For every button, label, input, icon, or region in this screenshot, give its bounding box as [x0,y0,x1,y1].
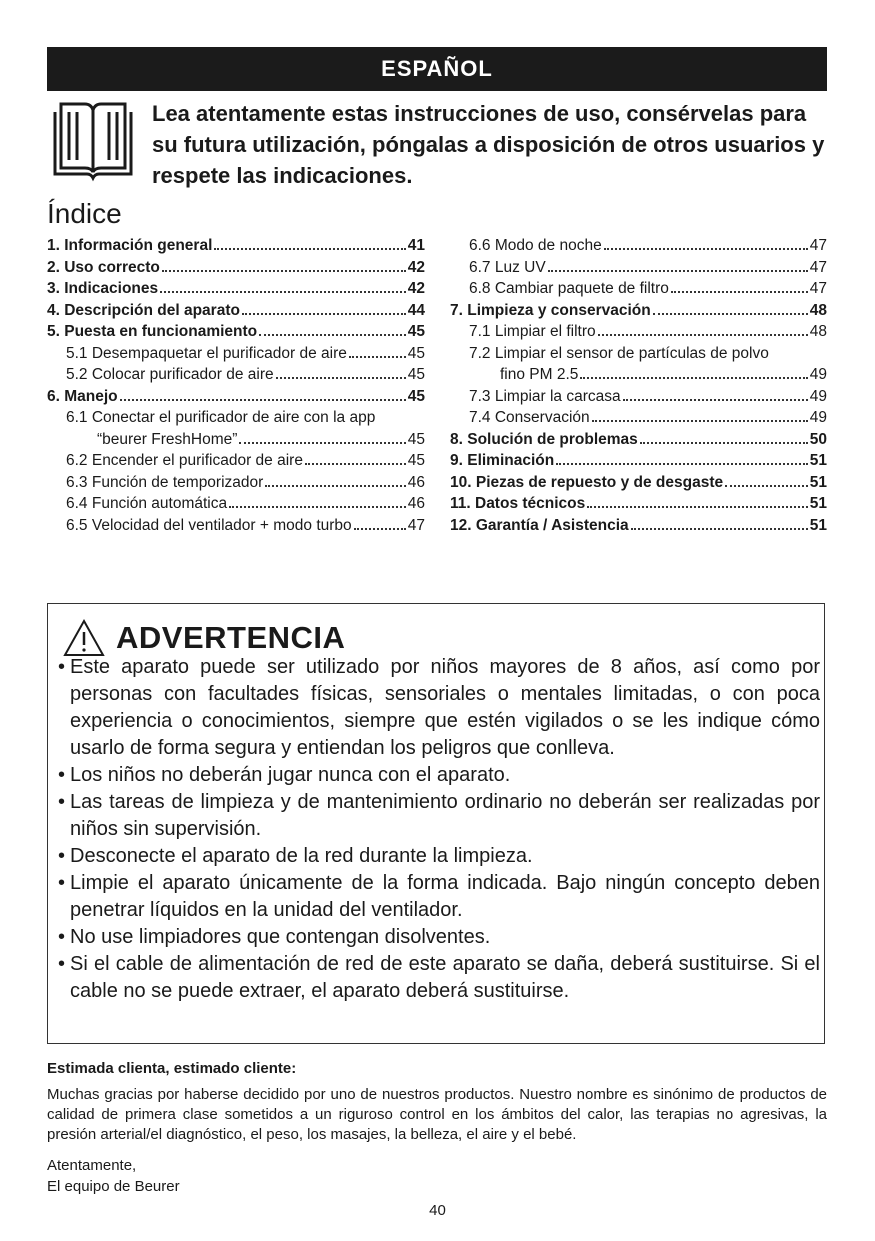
toc-entry-label: 6.7 Luz UV [469,258,546,276]
toc-leader-dots [640,442,808,444]
toc-leader-dots [598,334,808,336]
toc-entry-label: 7.2 Limpiar el sensor de partículas de polvo [469,344,769,362]
intro-text: Lea atentamente estas instrucciones de uso, consérvelas para su futura utilización, póngalas a disposición de otros usuarios y respete las indicaciones. [152,101,825,188]
toc-entry-label: “beurer FreshHome” [97,430,238,448]
toc-entry-label: 3. Indicaciones [47,280,159,297]
toc-entry-label: 5. Puesta en funcionamiento [47,323,258,340]
toc-entry-page: 45 [407,344,425,362]
toc-entry-label: 4. Descripción del aparato [47,301,240,319]
toc-entry-label: 6.8 Cambiar paquete de filtro [469,280,669,297]
toc-entry [450,366,827,388]
warning-item: • No use limpiadores que contengan disolventes. [58,924,820,951]
toc-entry-page: 51 [809,452,827,469]
toc-leader-dots [265,485,405,487]
toc-entry-page: 42 [407,280,425,297]
toc-entry [47,345,425,367]
toc-entry [47,237,425,259]
toc-entry-label: 6.5 Velocidad del ventilador + modo turbo [66,516,352,534]
language-banner [47,47,827,91]
toc-entry-page: 51 [809,473,827,491]
toc-entry [47,323,425,345]
toc-entry [47,388,425,410]
toc-leader-dots [592,420,808,422]
warning-item: • Limpie el aparato únicamente de la forma indicada. Bajo ningún concepto deben penetrar líquidos en la unidad del ventilador. [58,870,820,924]
toc-entry-page: 47 [809,280,827,297]
toc-entry [47,474,425,496]
letter-signature: El equipo de Beurer [47,1178,180,1195]
toc-entry-label: 6.6 Modo de noche [469,237,602,254]
toc-entry-page: 51 [809,516,827,534]
toc-leader-dots [120,399,406,401]
toc-entry [450,302,827,324]
toc-entry [47,366,425,388]
toc-entry-label: 6.4 Función automática [66,495,228,512]
toc-entry-page: 45 [407,387,425,405]
toc-leader-dots [548,270,808,272]
page-number: 40 [429,1202,446,1219]
toc-entry-label: 6.2 Encender el purificador de aire [66,452,303,469]
toc-entry [450,323,827,345]
toc-leader-dots [305,463,406,465]
letter-greeting: Estimada clienta, estimado cliente: [47,1060,297,1077]
toc-entry-label: 1. Información general [47,237,213,254]
toc-leader-dots [160,291,406,293]
toc-entry-label: 7.3 Limpiar la carcasa [469,387,621,405]
book-icon [47,98,139,182]
toc-entry-label: 5.1 Desempaquetar el purificador de aire [66,344,347,362]
toc-entry-page: 45 [407,430,425,448]
toc-entry [450,452,827,474]
toc-entry-page: 47 [809,237,827,254]
toc-leader-dots [623,399,808,401]
toc-entry-page: 42 [407,258,425,276]
toc-entry [47,517,425,539]
toc-entry-page: 51 [809,495,827,512]
toc-leader-dots [349,356,406,358]
toc-entry-label: 9. Eliminación [450,452,555,469]
toc-leader-dots [276,377,406,379]
toc-entry-label: 7.4 Conservación [469,409,590,426]
toc-entry-page: 48 [809,323,827,340]
toc-entry-page: 45 [407,452,425,469]
toc-leader-dots [556,463,808,465]
toc-entry-page: 47 [407,516,425,534]
toc-leader-dots [580,377,807,379]
toc-entry-page: 48 [809,301,827,319]
toc-entry-label: 12. Garantía / Asistencia [450,516,629,534]
toc-entry [450,431,827,453]
toc-leader-dots [354,528,406,530]
toc-leader-dots [239,442,405,444]
toc-entry-page: 46 [407,495,425,512]
toc-entry [47,302,425,324]
toc-leader-dots [162,270,406,272]
toc-leader-dots [587,506,807,508]
toc-entry-page: 46 [407,473,425,491]
toc-leader-dots [725,485,808,487]
toc-entry [450,517,827,539]
warning-item: • Este aparato puede ser utilizado por niños mayores de 8 años, así como por personas con facultades físicas, sensoriales o mentales limitadas, o con poca experiencia o conocimientos, siempre que estén vigilados o se les indique cómo usarlo de forma segura y entiendan los peligros que conlleva. [58,654,820,762]
toc-entry [47,409,425,431]
toc-leader-dots [671,291,808,293]
toc-entry-page: 41 [407,237,425,254]
toc-entry [47,431,425,453]
warning-triangle-icon [62,618,106,658]
toc-entry-label: 6. Manejo [47,387,118,405]
toc-entry-label: 11. Datos técnicos [450,495,586,512]
toc-entry-label: 10. Piezas de repuesto y de desgaste [450,473,724,491]
toc-entry-page: 45 [407,323,425,340]
warning-item: • Los niños no deberán jugar nunca con el aparato. [58,762,820,789]
toc-entry-page: 49 [809,366,827,383]
warning-item: • Las tareas de limpieza y de mantenimiento ordinario no deberán ser realizadas por niños sin supervisión. [58,789,820,843]
toc-leader-dots [604,248,808,250]
toc-leader-dots [214,248,405,250]
toc-entry-label: 6.1 Conectar el purificador de aire con la app [66,409,376,426]
toc-leader-dots [631,528,808,530]
toc-entry [450,259,827,281]
toc-leader-dots [259,334,406,336]
toc-entry-label: 6.3 Función de temporizador [66,473,264,491]
toc-left-column [47,237,425,538]
warning-header [62,618,345,658]
toc-entry-label: 2. Uso correcto [47,258,160,276]
language-label: ESPAÑOL [381,56,493,81]
warning-title: ADVERTENCIA [116,620,346,655]
toc-right-column [450,237,827,538]
toc-entry-label: 7. Limpieza y conservación [450,301,651,319]
warning-list [58,654,820,1005]
toc-entry-label: 7.1 Limpiar el filtro [469,323,596,340]
toc-entry-page: 44 [407,301,425,319]
toc-leader-dots [653,313,808,315]
toc-entry-label: fino PM 2.5 [500,366,579,383]
letter-closing: Atentamente, [47,1157,137,1174]
toc-entry [47,452,425,474]
toc-entry-page: 47 [809,258,827,276]
toc-entry-page: 45 [407,366,425,383]
toc-entry-page: 49 [809,387,827,405]
warning-item: • Desconecte el aparato de la red durante la limpieza. [58,843,820,870]
index-title: Índice [47,198,122,229]
toc-entry-label: 8. Solución de problemas [450,430,638,448]
warning-item: • Si el cable de alimentación de red de este aparato se daña, deberá sustituirse. Si el cable no se puede extraer, el aparato deberá sustituirse. [58,951,820,1005]
toc-entry [47,495,425,517]
toc-entry [450,345,827,367]
toc-entry [450,237,827,259]
toc-entry-label: 5.2 Colocar purificador de aire [66,366,274,383]
toc-entry [47,259,425,281]
toc-entry [450,495,827,517]
warning-box [47,603,825,1044]
toc-entry [450,280,827,302]
toc-leader-dots [229,506,406,508]
toc-entry [450,388,827,410]
toc-entry-page: 49 [809,409,827,426]
toc-entry [450,474,827,496]
toc-leader-dots [242,313,406,315]
toc-entry-page: 50 [809,430,827,448]
toc-entry [47,280,425,302]
toc-entry [450,409,827,431]
letter-body: Muchas gracias por haberse decidido por uno de nuestros productos. Nuestro nombre es sinónimo de productos de calidad de primera clase sometidos a un riguroso control en los ámbitos del calor, las terapias no agresivas, la presión arterial/el diagnóstico, el peso, los masajes, la belleza, el aire y el bebé. [47,1086,827,1143]
